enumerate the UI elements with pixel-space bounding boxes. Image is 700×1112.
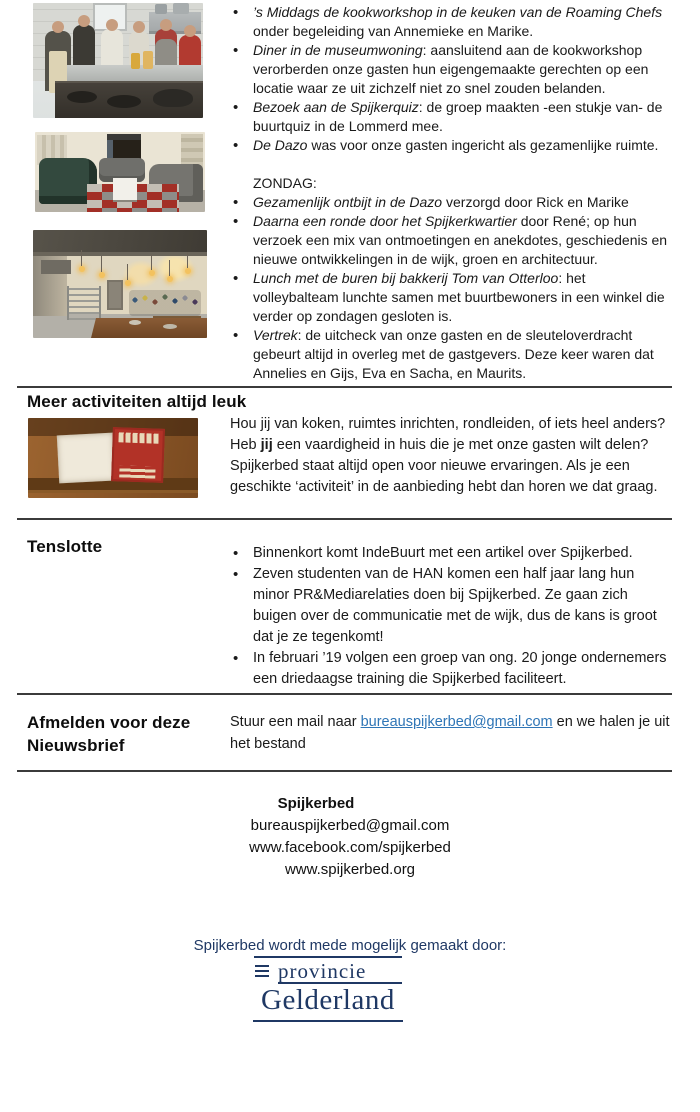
bullet-lead: Gezamenlijk ontbijt in de Dazo	[253, 194, 443, 210]
bullet-rest: : het volleybalteam lunchte samen met buurtbewoners in een winkel die verder op zondagen gesloten is.	[253, 270, 665, 324]
provincie-gelderland-logo	[252, 956, 404, 1022]
grocery-item-shape	[131, 53, 140, 69]
sheet-music-book-photo	[28, 418, 198, 498]
lightbulb-icon	[149, 270, 155, 276]
extractor-hood-shape	[41, 260, 71, 274]
wall-art-shape	[181, 134, 203, 168]
unsubscribe-email-link[interactable]: bureauspijkerbed@gmail.com	[360, 714, 553, 730]
metal-rack-shape	[67, 286, 101, 320]
doorway-shape	[107, 280, 123, 310]
list-item: • Binnenkort komt IndeBuurt met een artikel over Spijkerbed.	[230, 543, 670, 564]
list-item	[230, 136, 672, 155]
pan-shape	[153, 89, 193, 107]
list-item	[230, 212, 672, 269]
cooking-workshop-photo	[33, 3, 203, 118]
contact-website: www.spijkerbed.org	[284, 861, 416, 878]
section-heading-tenslotte: Tenslotte	[27, 537, 103, 556]
list-item: • In februari ’19 volgen een groep van ong. 20 jonge ondernemers een driedaagse training die Spijkerbed faciliteert.	[230, 648, 670, 690]
bullet-rest: : de uitcheck van onze gasten en de sleuteloverdracht gebeurt altijd in overleg met de gastgevers. Deze keer waren dat Annelies en Gijs, Eva en Sacha, en Maurits.	[253, 327, 654, 381]
bullet-lead: Lunch met de buren bij bakkerij Tom van Otterloo	[253, 270, 559, 286]
paragraph-bold-word: jij	[260, 437, 273, 453]
wooden-table-shape	[91, 318, 207, 338]
pot-shape	[155, 4, 167, 14]
saturday-bullet-list	[230, 3, 672, 155]
triple-bar-icon	[255, 965, 269, 977]
industrial-ceiling-shape	[33, 230, 207, 256]
weekend-program-text	[230, 3, 672, 383]
logo-top-row	[252, 958, 404, 983]
sunday-bullet-list	[230, 193, 672, 383]
section-divider	[17, 693, 672, 695]
unsubscribe-instructions	[230, 711, 672, 755]
contact-block	[0, 793, 700, 881]
coffee-table-shape	[113, 178, 137, 200]
lightbulb-icon	[79, 266, 85, 272]
section-divider	[17, 386, 672, 388]
bullet-lead: Diner in de museumwoning	[253, 42, 423, 58]
list-item: • Zeven studenten van de HAN komen een half jaar lang hun minor PR&Mediarelaties doen bij Spijkerbed. Ze gaan zich buigen over de communicatie met de wijk, dus de kans is groot dat je ze tegenkomt!	[230, 564, 670, 648]
logo-word-provincie: provincie	[278, 958, 367, 983]
section-heading-afmelden: Afmelden voor deze Nieuwsbrief	[27, 713, 191, 755]
lightbulb-icon	[167, 276, 173, 282]
person-figure	[101, 29, 123, 69]
contact-facebook: www.facebook.com/spijkerbed	[249, 839, 451, 856]
organization-name: Spijkerbed	[277, 795, 355, 812]
seated-group-shape	[129, 290, 201, 316]
pan-shape	[107, 95, 141, 108]
bullet-rest: was voor onze gasten ingericht als gezamenlijke ruimte.	[307, 137, 659, 153]
grocery-item-shape	[143, 51, 153, 69]
lightbulb-icon	[125, 280, 131, 286]
sponsor-intro-text: Spijkerbed wordt mede mogelijk gemaakt door:	[193, 937, 507, 954]
group-dinner-hall-photo	[33, 230, 207, 338]
tenslotte-bullet-list	[230, 543, 670, 690]
paragraph-text: een vaardigheid in huis die je met onze gasten wilt delen? Spijkerbed staat altijd open voor nieuwe ervaringen. Als je een geschikte ‘activiteit’ in de aanbieding hebt dan horen we dat graag.	[230, 437, 658, 495]
person-figure	[155, 29, 177, 69]
bullet-lead: Bezoek aan de Spijkerquiz	[253, 99, 419, 115]
list-item	[230, 98, 672, 136]
sunday-heading: ZONDAG:	[253, 175, 317, 191]
list-item	[230, 3, 672, 41]
bullet-rest: : aansluitend aan de kookworkshop verorberden onze gasten hun eigengemaakte gerechten op een locatie waar ze uit zichzelf niet zo snel zouden belanden.	[253, 42, 649, 96]
contact-email: bureauspijkerbed@gmail.com	[250, 817, 450, 834]
list-item	[230, 326, 672, 383]
bullet-lead: Vertrek	[253, 327, 298, 343]
bullet-rest: : de groep maakten -een stukje van- de buurtquiz in de Lommerd mee.	[253, 99, 663, 134]
bullet-lead: De Dazo	[253, 137, 308, 153]
paragraph-text: Stuur een mail naar	[230, 714, 361, 730]
bullet-rest: onder begeleiding van Annemieke en Marike.	[253, 23, 534, 39]
bullet-rest: door René; op hun verzoek een mix van ontmoetingen en anekdotes, geschiedenis en nieuwe ontwikkelingen in de wijk, groen en architectuur.	[253, 213, 668, 267]
section-heading-meer-activiteiten: Meer activiteiten altijd leuk	[27, 392, 247, 411]
red-songbook-cover-shape	[111, 427, 165, 483]
section-divider	[17, 770, 672, 772]
bullet-lead: Daarna een ronde door het Spijkerkwartier	[253, 213, 517, 229]
plate-shape	[129, 320, 141, 325]
bullet-lead: ’s Middags de kookworkshop in de keuken van de Roaming Chefs	[253, 4, 663, 20]
pot-shape	[173, 3, 189, 14]
section-divider	[17, 518, 672, 520]
dazo-lounge-photo	[35, 132, 205, 212]
list-item	[230, 269, 672, 326]
pan-shape	[67, 91, 97, 103]
logo-word-gelderland: Gelderland	[261, 984, 395, 1016]
paragraph-text: Hou jij van koken, ruimtes inrichten, rondleiden, of iets heel anders? Heb	[230, 416, 666, 453]
lightbulb-icon	[99, 272, 105, 278]
paragraph-text: en we halen je uit het bestand	[230, 714, 670, 752]
open-page-shape	[57, 433, 115, 484]
list-item	[230, 193, 672, 212]
plate-shape	[163, 324, 177, 329]
bullet-rest: verzorgd door Rick en Marike	[442, 194, 629, 210]
lightbulb-icon	[185, 268, 191, 274]
meer-activiteiten-paragraph	[230, 414, 672, 498]
logo-rule	[253, 1020, 403, 1022]
list-item	[230, 41, 672, 98]
